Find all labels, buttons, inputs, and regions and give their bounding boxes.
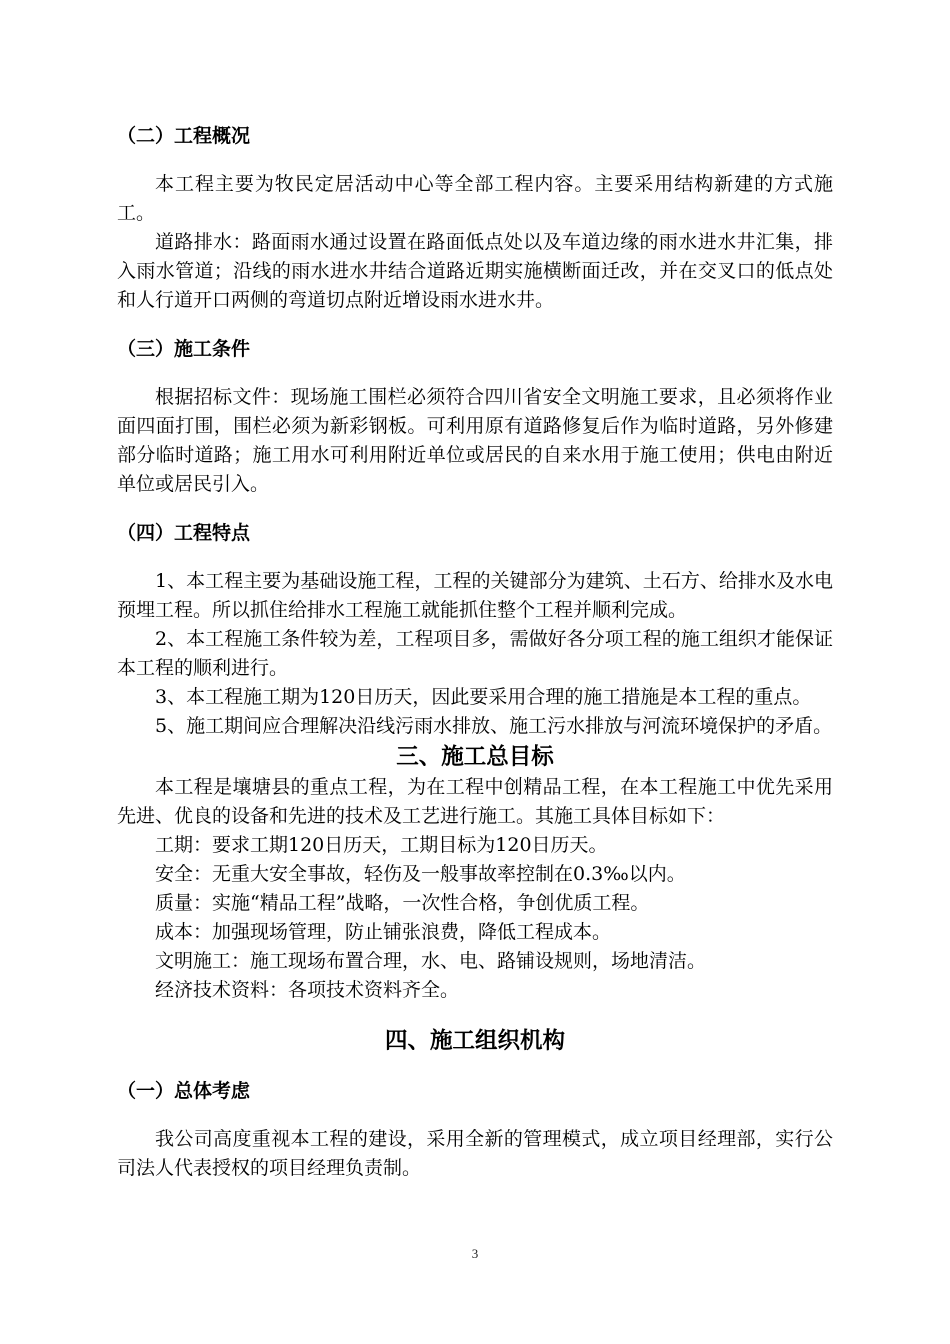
paragraph: 道路排水：路面雨水通过设置在路面低点处以及车道边缘的雨水进水井汇集，排入雨水管道；沿线的雨水进水井结合道路近期实施横断面迁改，并在交叉口的低点处和人行道开口两侧的弯道切点附近增设雨水进水井。	[117, 231, 833, 311]
goal-item: 经济技术资料：各项技术资料齐全。	[155, 979, 460, 1001]
list-item: 5、施工期间应合理解决沿线污雨水排放、施工污水排放与河流环境保护的矛盾。	[155, 715, 833, 737]
paragraph: 本工程是壤塘县的重点工程，为在工程中创精品工程，在本工程施工中优先采用先进、优良的设备和先进的技术及工艺进行施工。其施工具体目标如下：	[117, 776, 833, 827]
paragraph: 本工程主要为牧民定居活动中心等全部工程内容。主要采用结构新建的方式施工。	[117, 173, 833, 224]
goal-item: 成本：加强现场管理，防止铺张浪费，降低工程成本。	[155, 921, 612, 943]
goal-item: 工期：要求工期120日历天，工期目标为120日历天。	[155, 834, 608, 856]
section-heading-features: （四）工程特点	[117, 522, 251, 544]
section-heading-conditions: （三）施工条件	[117, 338, 251, 360]
goal-item: 安全：无重大安全事故，轻伤及一般事故率控制在0.3‰以内。	[155, 863, 686, 885]
paragraph: 我公司高度重视本工程的建设，采用全新的管理模式，成立项目经理部，实行公司法人代表授权的项目经理负责制。	[117, 1128, 833, 1179]
section-heading-overall: （一）总体考虑	[117, 1080, 251, 1102]
list-item: 1、本工程主要为基础设施工程，工程的关键部分为建筑、土石方、给排水及水电预埋工程。所以抓住给排水工程施工就能抓住整个工程并顺利完成。	[117, 570, 833, 621]
section-heading-overview: （二）工程概况	[117, 125, 251, 147]
page-content	[117, 122, 833, 1183]
chapter-title-organization: 四、施工组织机构	[384, 1028, 565, 1054]
list-item: 3、本工程施工期为120日历天，因此要采用合理的施工措施是本工程的重点。	[155, 686, 812, 708]
paragraph: 根据招标文件：现场施工围栏必须符合四川省安全文明施工要求，且必须将作业面四面打围，围栏必须为新彩钢板。可利用原有道路修复后作为临时道路，另外修建部分临时道路；施工用水可利用附近单位或居民的自来水用于施工使用；供电由附近单位或居民引入。	[117, 386, 833, 495]
page-number: 3	[471, 1246, 479, 1261]
goal-item: 质量：实施“精品工程”战略，一次性合格，争创优质工程。	[155, 892, 650, 914]
list-item: 2、本工程施工条件较为差，工程项目多，需做好各分项工程的施工组织才能保证本工程的顺利进行。	[117, 628, 833, 679]
goal-item: 文明施工：施工现场布置合理，水、电、路铺设规则，场地清洁。	[155, 950, 707, 972]
chapter-title-goals: 三、施工总目标	[396, 744, 554, 770]
